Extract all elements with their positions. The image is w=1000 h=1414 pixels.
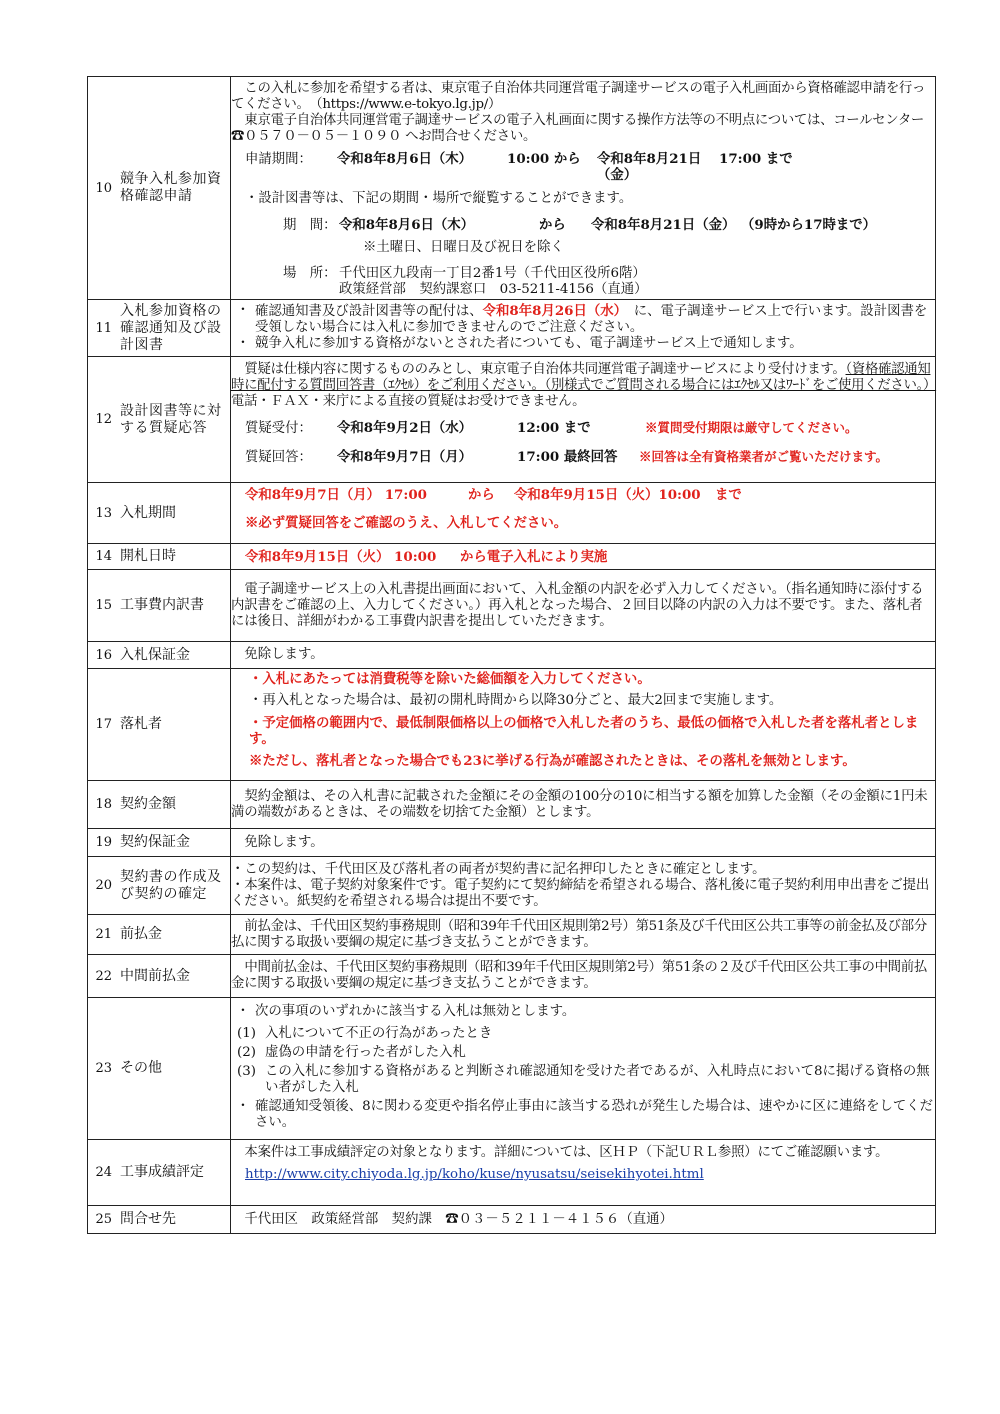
- advance-payment-text: 前払金は、千代田区契約事務規則（昭和39年千代田区規則第2号）第51条及び千代田区公共工事等の前金払及び部分払に関する取扱い要綱の規定に基づき支払うことができます。: [231, 918, 927, 950]
- row-content: [231, 642, 936, 669]
- row-label-cell: [88, 857, 231, 915]
- viewing-period: [231, 217, 935, 234]
- row-content: [231, 77, 936, 300]
- evaluation-url-link[interactable]: http://www.city.chiyoda.lg.jp/koho/kuse/nyusatsu/seisekihyotei.html: [245, 1167, 704, 1182]
- q-time: 12:00 まで: [517, 420, 591, 436]
- row-22: [88, 955, 936, 998]
- row-content: [231, 483, 936, 544]
- a-date: 令和8年9月7日（月）: [337, 449, 473, 465]
- bid-start: 令和8年9月7日（月） 17:00: [245, 487, 427, 503]
- row-content: [231, 357, 936, 483]
- row-label-cell: [88, 357, 231, 483]
- item-text: 虚偽の申請を行った者がした入札: [265, 1045, 466, 1060]
- row-number: 24: [95, 1165, 112, 1180]
- a-label: 質疑回答：: [245, 450, 312, 465]
- view-start: 令和8年8月6日（木）: [339, 217, 475, 233]
- bid-from: から: [468, 487, 495, 503]
- invalid-lead-text: 次の事項のいずれかに該当する入札は無効とします。: [255, 1004, 576, 1019]
- row-label-cell: [88, 570, 231, 642]
- bullet-mark: ・: [236, 1099, 250, 1114]
- bullet-mark: ・: [236, 1004, 250, 1019]
- item-text: 入札について不正の行為があったとき: [265, 1026, 493, 1041]
- opening-datetime: [231, 549, 935, 565]
- row-label: 入札期間: [120, 504, 176, 521]
- row-24: [88, 1140, 936, 1206]
- row-18: [88, 781, 936, 829]
- question-period: [231, 420, 935, 437]
- row-content: [231, 1206, 936, 1234]
- contract-confirm-text: ・この契約は、千代田区及び落札者の両者が契約書に記名押印したときに確定とします。: [231, 861, 766, 877]
- row-label-cell: [88, 483, 231, 544]
- row-label-cell: [88, 642, 231, 669]
- row-number: 14: [95, 549, 112, 564]
- invalid-lead: [231, 1004, 935, 1020]
- row-label: 工事費内訳書: [120, 597, 204, 613]
- row-17: [88, 669, 936, 781]
- bid-to: まで: [715, 487, 742, 503]
- invalid-item-1: [231, 1026, 935, 1042]
- item-marker: (3): [237, 1064, 256, 1079]
- a-note: ※回答は全有資格業者がご覧いただけます。: [639, 449, 889, 464]
- viewing-place: [231, 266, 935, 282]
- row-label: 工事成績評定: [120, 1164, 204, 1180]
- row-13: [88, 483, 936, 544]
- row-label: 問合せ先: [120, 1211, 176, 1227]
- row-label: 前払金: [120, 926, 162, 942]
- invalid-item-2: [231, 1045, 935, 1061]
- row-label-cell: [88, 1206, 231, 1234]
- row-content: [231, 669, 936, 781]
- row-content: [231, 1140, 936, 1206]
- row-10: [88, 77, 936, 300]
- ineligible-bullet: [231, 336, 935, 352]
- row-number: 16: [95, 647, 112, 663]
- bid-warning: ※必ず質疑回答をご確認のうえ、入札してください。: [245, 515, 568, 531]
- row-label: 契約保証金: [120, 834, 190, 850]
- row-number: 15: [95, 598, 112, 613]
- bullet-mark: ・: [236, 303, 250, 318]
- row-label: 設計図書等に対する質疑応答: [120, 402, 222, 436]
- winner-price-rule: ・予定価格の範囲内で、最低制限価格以上の価格で入札した者のうち、最低の価格で入札した者を落札者とします。: [249, 715, 919, 747]
- a-time: 17:00 最終回答: [517, 449, 618, 465]
- row-label: 契約金額: [120, 796, 176, 812]
- bullet-mark: ・: [236, 336, 250, 351]
- row-content: [231, 300, 936, 357]
- row-label-cell: [88, 544, 231, 570]
- delivery-date: 令和8年8月26日（水）: [482, 303, 621, 319]
- row-content: [231, 857, 936, 915]
- row-label-cell: [88, 998, 231, 1140]
- e-contract-text: ・本案件は、電子契約対象案件です。電子契約にて契約締結を希望される場合、落札後に電子契約利用申出書をご提出ください。紙契約を希望される場合は提出不要です。: [231, 877, 930, 909]
- row-content: [231, 544, 936, 570]
- contract-amount-text: 契約金額は、その入札書に記載された金額にその金額の100分の10に相当する額を加算した金額（その金額に1円未満の端数があるときは、その端数を切捨てた金額）とします。: [231, 788, 928, 820]
- row-label-cell: [88, 955, 231, 998]
- row-label: 開札日時: [120, 548, 176, 564]
- delivery-post: に、電子調達サービス上で行います。設計図書を受領しない場合には入札に参加できませんのでご注意ください。: [255, 304, 928, 335]
- row-16: [88, 642, 936, 669]
- period-end: 令和8年8月21日（金）: [597, 151, 702, 183]
- winner-tax-note: ・入札にあたっては消費税等を除いた総価額を入力してください。: [249, 671, 651, 687]
- breakdown-text: 電子調達サービス上の入札書提出画面において、入札金額の内訳を必ず入力してください。（指名通知時に添付する内訳書をご確認の上、入力してください。）再入札となった場合、２回目以降の内訳の入力は不要です。また、落札者には後日、詳細がわかる工事費内訳書を提出していただきます。: [231, 581, 924, 629]
- evaluation-link-line: [231, 1167, 935, 1183]
- period-start: 令和8年8月6日（木）: [337, 151, 473, 167]
- q-date: 令和8年9月2日（水）: [337, 420, 473, 436]
- row-label: 中間前払金: [120, 967, 190, 984]
- call-center-paragraph: 東京電子自治体共同運営電子調達サービスの電子入札画面に関する操作方法等の不明点については、コールセンター☎０５７０－０５－１０９０ へお問合せください。: [231, 113, 925, 144]
- period-end-time: 17:00 まで: [719, 151, 793, 167]
- row-label: その他: [120, 1060, 162, 1076]
- contact-bullet: [231, 1099, 935, 1131]
- contract-bond-text: 免除します。: [244, 834, 324, 850]
- delivery-bullet: [231, 303, 935, 336]
- intro-paragraph: この入札に参加を希望する者は、東京電子自治体共同運営電子調達サービスの電子入札画面から資格確認申請を行ってください。 （https://www.e-tokyo.lg.jp/）: [231, 81, 926, 112]
- row-21: [88, 915, 936, 955]
- opening-date: 令和8年9月15日（火） 10:00: [245, 548, 437, 565]
- row-content: [231, 998, 936, 1140]
- place-line2: 政策経営部 契約課窓口 03-5211-4156（直通）: [339, 282, 648, 297]
- row-number: 11: [95, 320, 112, 336]
- row-content: [231, 570, 936, 642]
- view-from: から: [539, 217, 566, 233]
- row-15: [88, 570, 936, 642]
- view-exclusion: ※土曜日、日曜日及び祝日を除く: [363, 240, 564, 255]
- row-label: 入札参加資格の確認通知及び設計図書: [120, 302, 222, 353]
- opening-text: から電子入札により実施: [460, 548, 608, 565]
- row-number: 19: [95, 835, 112, 850]
- bid-period: [231, 487, 935, 503]
- row-number: 23: [95, 1061, 112, 1076]
- row-number: 25: [95, 1212, 112, 1227]
- bid-end: 令和8年9月15日（火）10:00: [514, 487, 701, 503]
- row-label-cell: [88, 915, 231, 955]
- item-marker: (1): [237, 1026, 256, 1041]
- delivery-pre: 確認通知書及び設計図書等の配付は、: [255, 304, 483, 319]
- row-number: 22: [95, 968, 112, 984]
- ineligible-text: 競争入札に参加する資格がないとされた者についても、電子調達サービス上で通知します。: [255, 336, 803, 351]
- row-content: [231, 829, 936, 857]
- row-label-cell: [88, 829, 231, 857]
- row-11: [88, 300, 936, 357]
- item-marker: (2): [237, 1045, 256, 1060]
- row-25: [88, 1206, 936, 1234]
- row-number: 18: [95, 797, 112, 812]
- row-label-cell: [88, 669, 231, 781]
- application-period: [231, 151, 935, 183]
- view-end: 令和8年8月21日（金）: [591, 217, 736, 233]
- qa-paragraph: [231, 362, 935, 410]
- qa-post: 電話・ＦＡＸ・来庁による直接の質疑はお受けできません。: [231, 394, 586, 409]
- evaluation-text: 本案件は工事成績評定の対象となります。詳細については、区ＨＰ（下記ＵＲＬ参照）にてご確認願います。: [244, 1145, 889, 1160]
- qa-underlined: （資格確認通知時に配付する質問回答書（ｴｸｾﾙ）をご利用ください。（別様式でご質問される場合にはｴｸｾﾙ又はﾜｰﾄﾞをご使用ください。）: [231, 362, 937, 393]
- docs-note: ・設計図書等は、下記の期間・場所で縦覧することができます。: [245, 191, 633, 206]
- period-start-time: 10:00 から: [507, 151, 581, 167]
- row-label-cell: [88, 781, 231, 829]
- contact-text: 千代田区 政策経営部 契約課 ☎０３－５２１１－４１５６（直通）: [244, 1211, 673, 1227]
- place-line1: 千代田区九段南一丁目2番1号（千代田区役所6階）: [339, 266, 646, 281]
- row-content: [231, 781, 936, 829]
- bid-info-table: [87, 76, 936, 1234]
- view-hours: （9時から17時まで）: [741, 217, 877, 233]
- row-19: [88, 829, 936, 857]
- period-label: 申請期間：: [245, 152, 312, 167]
- answer-period: [231, 449, 935, 466]
- interim-payment-text: 中間前払金は、千代田区契約事務規則（昭和39年千代田区規則第2号）第51条の２及び千代田区公共工事の中間前払金に関する取扱い要綱の規定に基づき支払うことができます。: [231, 960, 927, 991]
- row-label-cell: [88, 300, 231, 357]
- bid-bond-text: 免除します。: [244, 647, 324, 662]
- qa-pre: 質疑は仕様内容に関するもののみとし、東京電子自治体共同運営電子調達サービスにより受付けます。: [244, 362, 846, 377]
- document-page: [87, 76, 935, 1234]
- q-note: ※質問受付期限は厳守してください。: [645, 420, 858, 435]
- view-label: 期 間：: [283, 218, 337, 233]
- row-number: 10: [95, 180, 112, 196]
- invalid-item-3: [231, 1064, 935, 1096]
- q-label: 質疑受付：: [245, 421, 312, 436]
- winner-rebid-note: ・再入札となった場合は、最初の開札時間から以降30分ごと、最大2回まで実施します。: [249, 693, 783, 708]
- row-23: [88, 998, 936, 1140]
- row-14: [88, 544, 936, 570]
- place-label: 場 所：: [283, 266, 337, 281]
- row-20: [88, 857, 936, 915]
- row-label: 入札保証金: [120, 646, 190, 663]
- row-number: 20: [95, 878, 112, 893]
- row-number: 12: [95, 412, 112, 427]
- row-content: [231, 915, 936, 955]
- row-label: 落札者: [120, 716, 162, 732]
- contact-bullet-text: 確認通知受領後、8に関わる変更や指名停止事由に該当する恐れが発生した場合は、速やかに区に連絡をしてください。: [255, 1099, 934, 1130]
- row-number: 21: [95, 927, 112, 942]
- row-number: 17: [95, 717, 112, 732]
- row-label: 契約書の作成及び契約の確定: [120, 868, 222, 902]
- row-12: [88, 357, 936, 483]
- row-number: 13: [95, 505, 112, 521]
- winner-invalid-note: ※ただし、落札者となった場合でも23に挙げる行為が確認されたときは、その落札を無効とします。: [249, 753, 856, 769]
- row-label-cell: [88, 1140, 231, 1206]
- row-content: [231, 955, 936, 998]
- item-text: この入札に参加する資格があると判断され確認通知を受けた者であるが、入札時点において8に掲げる資格の無い者がした入札: [265, 1064, 930, 1095]
- row-label-cell: [88, 77, 231, 300]
- row-label: 競争入札参加資格確認申請: [120, 171, 222, 204]
